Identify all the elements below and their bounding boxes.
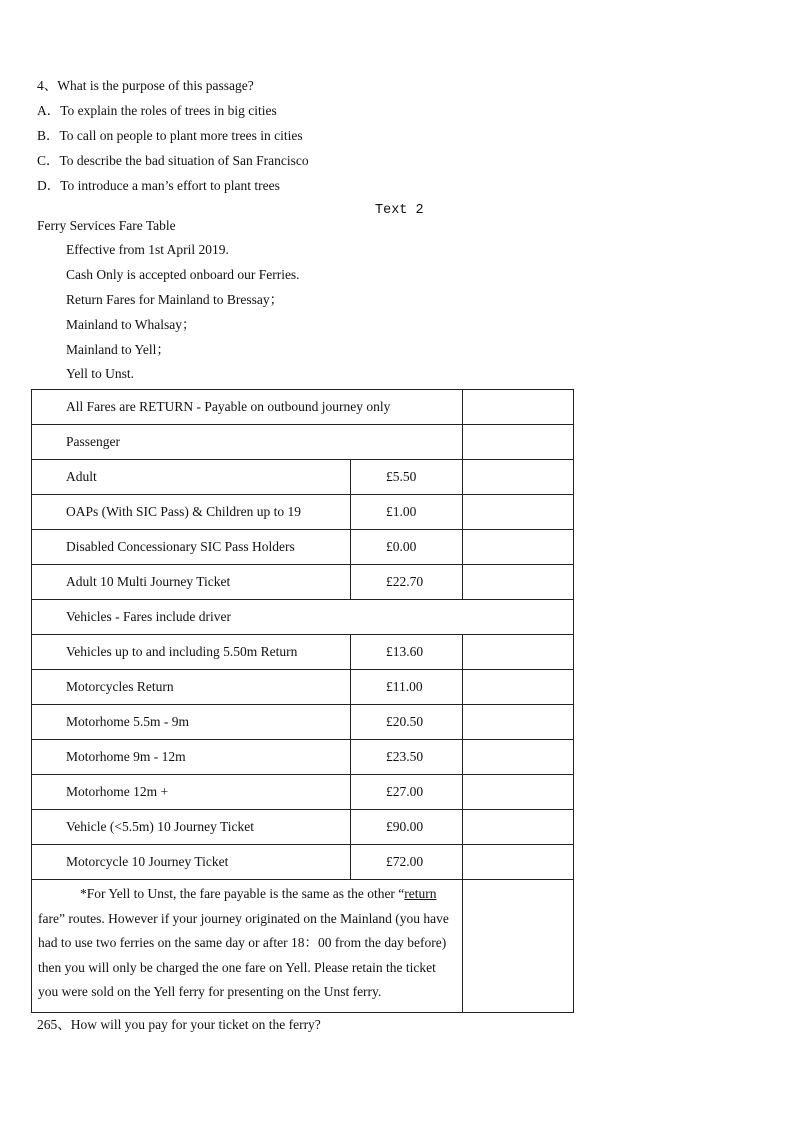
fare-table bbox=[31, 389, 574, 1013]
fare-label: Vehicle (<5.5m) 10 Journey Ticket bbox=[32, 810, 351, 845]
table-row bbox=[32, 740, 574, 775]
fare-label: Motorcycle 10 Journey Ticket bbox=[32, 845, 351, 880]
fare-label: Motorcycles Return bbox=[32, 670, 351, 705]
empty-cell bbox=[463, 530, 574, 565]
table-row bbox=[32, 705, 574, 740]
fare-label: Motorhome 12m + bbox=[32, 775, 351, 810]
fare-label: Motorhome 5.5m - 9m bbox=[32, 705, 351, 740]
fare-price: £22.70 bbox=[351, 565, 463, 600]
fare-price: £5.50 bbox=[351, 460, 463, 495]
table-row bbox=[32, 530, 574, 565]
yell-unst-note bbox=[32, 880, 463, 1013]
intro-line: Cash Only is accepted onboard our Ferries. bbox=[66, 267, 300, 282]
fare-price: £23.50 bbox=[351, 740, 463, 775]
empty-cell bbox=[463, 810, 574, 845]
empty-cell bbox=[463, 670, 574, 705]
fare-price: £90.00 bbox=[351, 810, 463, 845]
table-row bbox=[32, 495, 574, 530]
empty-cell bbox=[463, 425, 574, 460]
fare-price: £0.00 bbox=[351, 530, 463, 565]
option-d: D．To introduce a man’s effort to plant trees bbox=[37, 178, 280, 193]
empty-cell bbox=[463, 880, 574, 1013]
empty-cell bbox=[463, 845, 574, 880]
empty-cell bbox=[463, 740, 574, 775]
fare-label: Vehicles up to and including 5.50m Return bbox=[32, 635, 351, 670]
table-row bbox=[32, 670, 574, 705]
table-row bbox=[32, 460, 574, 495]
intro-line: Effective from 1st April 2019. bbox=[66, 242, 229, 257]
table-row bbox=[32, 775, 574, 810]
empty-cell bbox=[463, 495, 574, 530]
empty-cell bbox=[463, 565, 574, 600]
fare-table-title: Ferry Services Fare Table bbox=[37, 218, 176, 233]
section-passenger: Passenger bbox=[32, 425, 463, 460]
fare-price: £27.00 bbox=[351, 775, 463, 810]
table-row bbox=[32, 390, 574, 425]
table-row bbox=[32, 600, 574, 635]
empty-cell bbox=[463, 635, 574, 670]
note-text-rest: fare” routes. However if your journey originated on the Mainland (you have had to use two ferries on the same day or after 18：00 from the day before) then you will only be charged the one fare on Yell. Please retain the ticket you were sold on the Yell ferry for presenting on the Unst ferry. bbox=[38, 910, 449, 999]
fare-label: OAPs (With SIC Pass) & Children up to 19 bbox=[32, 495, 351, 530]
note-text-start: *For Yell to Unst, the fare payable is the same as the other “ bbox=[80, 886, 405, 901]
empty-cell bbox=[463, 705, 574, 740]
empty-cell bbox=[463, 390, 574, 425]
fare-price: £13.60 bbox=[351, 635, 463, 670]
fare-price: £1.00 bbox=[351, 495, 463, 530]
table-row bbox=[32, 635, 574, 670]
table-header-cell: All Fares are RETURN - Payable on outbound journey only bbox=[32, 390, 463, 425]
text2-heading: Text 2 bbox=[375, 203, 424, 218]
note-underlined-word: return bbox=[404, 886, 437, 901]
question-265-stem: 265、How will you pay for your ticket on the ferry? bbox=[37, 1017, 321, 1032]
fare-label: Adult 10 Multi Journey Ticket bbox=[32, 565, 351, 600]
fare-label: Motorhome 9m - 12m bbox=[32, 740, 351, 775]
table-row bbox=[32, 425, 574, 460]
intro-line: Mainland to Whalsay； bbox=[66, 317, 196, 332]
option-c: C．To describe the bad situation of San Francisco bbox=[37, 153, 309, 168]
table-row bbox=[32, 810, 574, 845]
table-row bbox=[32, 880, 574, 1013]
empty-cell bbox=[463, 775, 574, 810]
table-row bbox=[32, 565, 574, 600]
fare-label: Disabled Concessionary SIC Pass Holders bbox=[32, 530, 351, 565]
section-vehicles: Vehicles - Fares include driver bbox=[32, 600, 574, 635]
table-row bbox=[32, 845, 574, 880]
fare-price: £11.00 bbox=[351, 670, 463, 705]
option-a: A．To explain the roles of trees in big cities bbox=[37, 103, 277, 118]
intro-line: Mainland to Yell； bbox=[66, 342, 170, 357]
fare-price: £72.00 bbox=[351, 845, 463, 880]
intro-line: Yell to Unst. bbox=[66, 366, 135, 381]
fare-label: Adult bbox=[32, 460, 351, 495]
intro-line: Return Fares for Mainland to Bressay； bbox=[66, 292, 284, 307]
option-b: B．To call on people to plant more trees in cities bbox=[37, 128, 303, 143]
question-4-stem: 4、What is the purpose of this passage? bbox=[37, 78, 254, 93]
fare-price: £20.50 bbox=[351, 705, 463, 740]
empty-cell bbox=[463, 460, 574, 495]
